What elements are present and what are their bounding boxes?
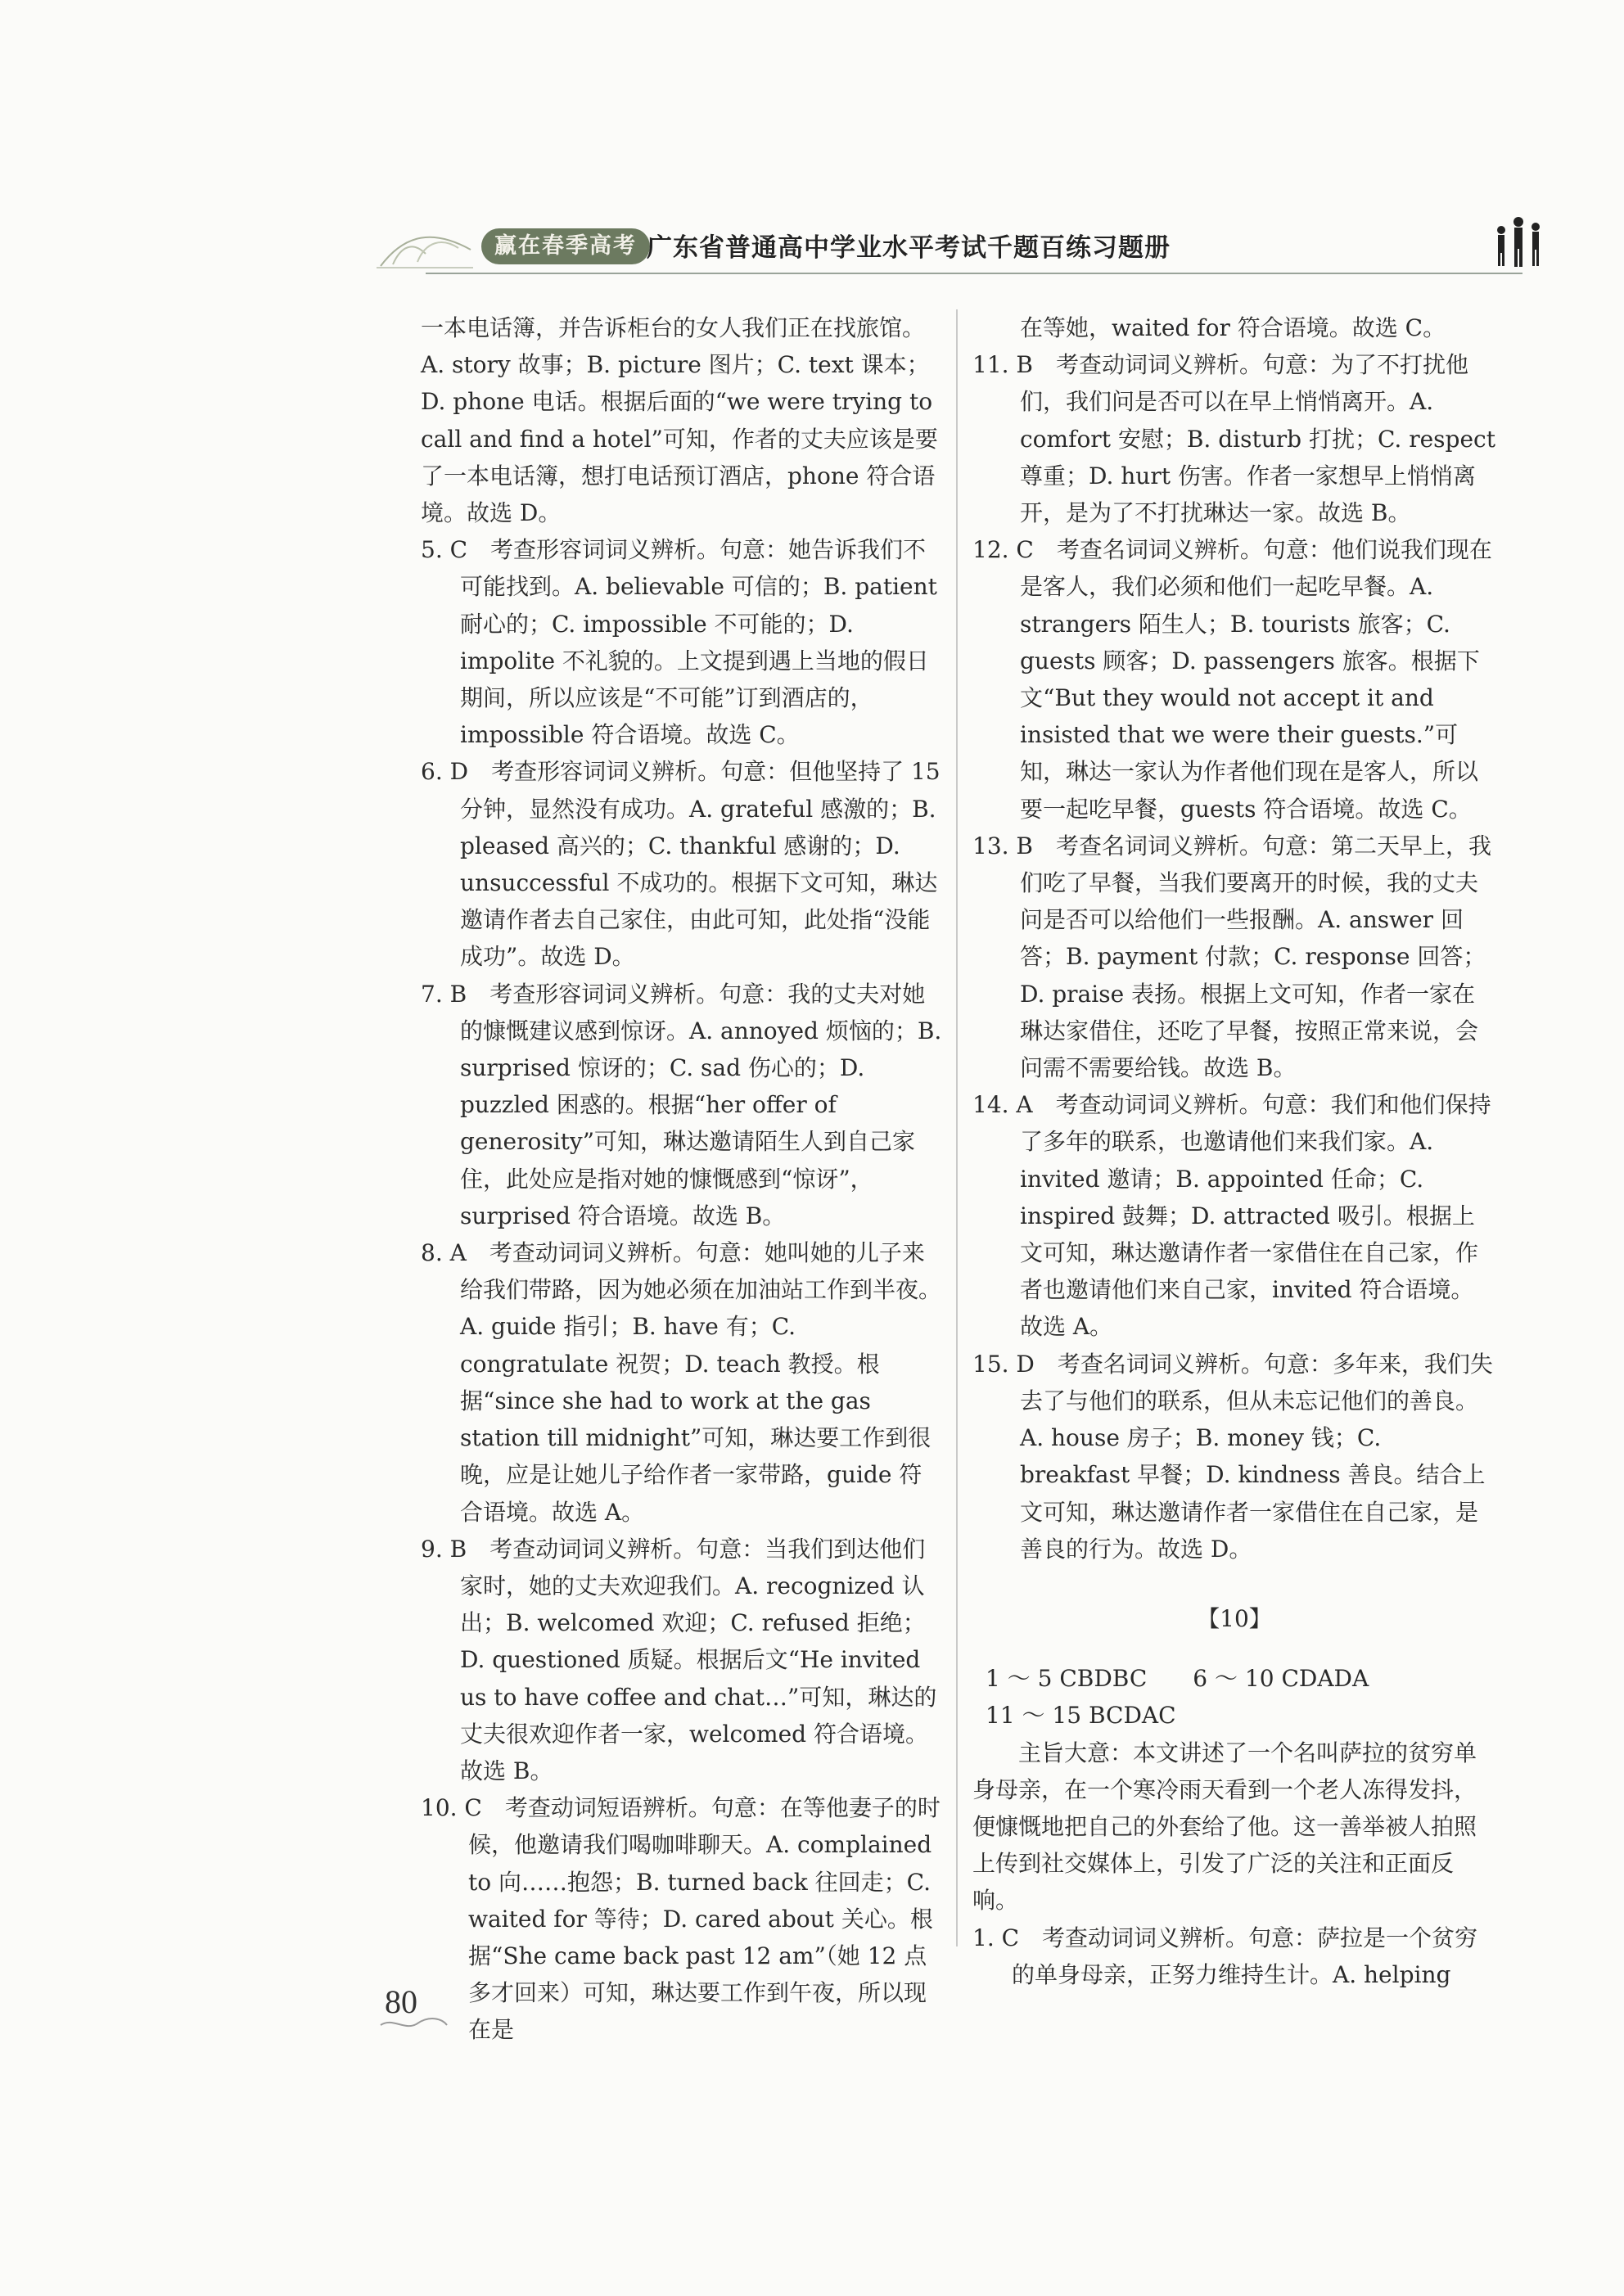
header-rule: [426, 273, 1522, 274]
left-column: [421, 309, 945, 2049]
answer-explanation-10: 10. C 考查动词短语辨析。句意：在等他妻子的时候，他邀请我们喝咖啡聊天。A. complained to 向……抱怨；B. turned back 往回走；C. waited for 等待；D. cared about 关心。根据“She came back past 12 am”（她 12 点多才回来）可知，琳达要工作到午夜，所以现在是: [421, 1794, 941, 2044]
answer-explanation-15: 15. D 考查名词词义辨析。句意：多年来，我们失去了与他们的联系，但从未忘记他们的善良。A. house 房子；B. money 钱；C. breakfast 早餐；D. kindness 善良。结合上文可知，琳达邀请作者一家借住在自己家，是善良的行为。故选 D。: [972, 1350, 1493, 1563]
column-divider: [956, 309, 958, 1946]
answer-explanation-10-cont: 在等她，waited for 符合语境。故选 C。: [1020, 314, 1446, 341]
series-badge: 赢在春季高考: [481, 228, 650, 264]
answer-explanation-14: 14. A 考查动词词义辨析。句意：我们和他们保持了多年的联系，也邀请他们来我们家。A. invited 邀请；B. appointed 任命；C. inspired 鼓舞；D. attracted 吸引。根据上文可知，琳达邀请作者一家借住在自己家，作者也邀请他们来自己家，invited 符合语境。故选 A。: [972, 1091, 1491, 1341]
right-column: [972, 309, 1496, 1993]
page-number: 80: [385, 1983, 417, 2020]
flourish-decoration-icon: [377, 2014, 450, 2033]
book-title: 广东省普通高中学业水平考试千题百练习题册: [647, 233, 1171, 263]
main-idea: 主旨大意：本文讲述了一个名叫萨拉的贫穷单身母亲，在一个寒冷雨天看到一个老人冻得发抖，便慷慨地把自己的外套给了他。这一善举被人拍照上传到社交媒体上，引发了广泛的关注和正面反响。: [972, 1739, 1477, 1915]
leaf-decoration-icon: [377, 217, 475, 274]
answer-explanation-8: 8. A 考查动词词义辨析。句意：她叫她的儿子来给我们带路，因为她必须在加油站工作到半夜。A. guide 指引；B. have 有；C. congratulate 祝贺；D. teach 教授。根据“since she had to work at the gas station till midnight”可知，琳达要工作到很晚，应是让她儿子给作者一家带路，guide 符合语境。故选 A。: [421, 1239, 942, 1526]
answer-explanation-7: 7. B 考查形容词词义辨析。句意：我的丈夫对她的慷慨建议感到惊讶。A. annoyed 烦恼的；B. surprised 惊讶的；C. sad 伤心的；D. puzzled 困惑的。根据“her offer of generosity”可知，琳达邀请陌生人到自己家住，此处应是指对她的慷慨感到“惊讶”，surprised 符合语境。故选 B。: [421, 980, 942, 1229]
section-title: 【10】: [1197, 1604, 1272, 1632]
answer-explanation-5: 5. C 考查形容词词义辨析。句意：她告诉我们不可能找到。A. believable 可信的；B. patient 耐心的；C. impossible 不可能的；D. impolite 不礼貌的。上文提到遇上当地的假日期间，所以应该是“不可能”订到酒店的，impossible 符合语境。故选 C。: [421, 536, 937, 749]
answer-explanation-13: 13. B 考查名词词义辨析。句意：第二天早上，我们吃了早餐，当我们要离开的时候，我的丈夫问是否可以给他们一些报酬。A. answer 回答；B. payment 付款；C. response 回答；D. praise 表扬。根据上文可知，作者一家在琳达家借住，还吃了早餐，按照正常来说，会问需不需要给钱。故选 B。: [972, 832, 1492, 1082]
answer-explanation-12: 12. C 考查名词词义辨析。句意：他们说我们现在是客人，我们必须和他们一起吃早餐。A. strangers 陌生人；B. tourists 旅客；C. guests 顾客；D. passengers 旅客。根据下文“But they would not accept it and insisted that we were their guests.”可知，琳达一家认为作者他们现在是客人，所以要一起吃早餐，guests 符合语境。故选 C。: [972, 536, 1492, 823]
answer-explanation-9: 9. B 考查动词词义辨析。句意：当我们到达他们家时，她的丈夫欢迎我们。A. recognized 认出；B. welcomed 欢迎；C. refused 拒绝；D. questioned 质疑。根据后文“He invited us to have coffee and chat…”可知，琳达的丈夫很欢迎作者一家，welcomed 符合语境。故选 B。: [421, 1535, 937, 1784]
answer-explanation-1: 1. C 考查动词词义辨析。句意：萨拉是一个贫穷的单身母亲，正努力维持生计。A. helping: [972, 1924, 1478, 1988]
people-silhouette-icon: [1490, 212, 1547, 269]
answer-explanation-11: 11. B 考查动词词义辨析。句意：为了不打扰他们，我们问是否可以在早上悄悄离开。A. comfort 安慰；B. disturb 打扰；C. respect 尊重；D. hurt 伤害。作者一家想早上悄悄离开，是为了不打扰琳达一家。故选 B。: [972, 351, 1495, 527]
answer-explanation-6: 6. D 考查形容词词义辨析。句意：但他坚持了 15 分钟，显然没有成功。A. grateful 感激的；B. pleased 高兴的；C. thankful 感谢的；D. unsuccessful 不成功的。根据下文可知，琳达邀请作者去自己家住，由此可知，此处指“没能成功”。故选 D。: [421, 758, 941, 971]
answers-line-2: 11 ～ 15 BCDAC: [986, 1702, 1176, 1730]
answer-explanation-4-cont: 一本电话簿，并告诉柜台的女人我们正在找旅馆。A. story 故事；B. picture 图片；C. text 课本；D. phone 电话。根据后面的“we were trying to call and find a hotel”可知，作者的丈夫应该是要了一本电话簿，想打电话预订酒店，phone 符合语境。故选 D。: [421, 314, 938, 527]
answers-line-1: 1 ～ 5 CBDBC 6 ～ 10 CDADA: [986, 1665, 1369, 1693]
page-header: [377, 209, 1547, 282]
